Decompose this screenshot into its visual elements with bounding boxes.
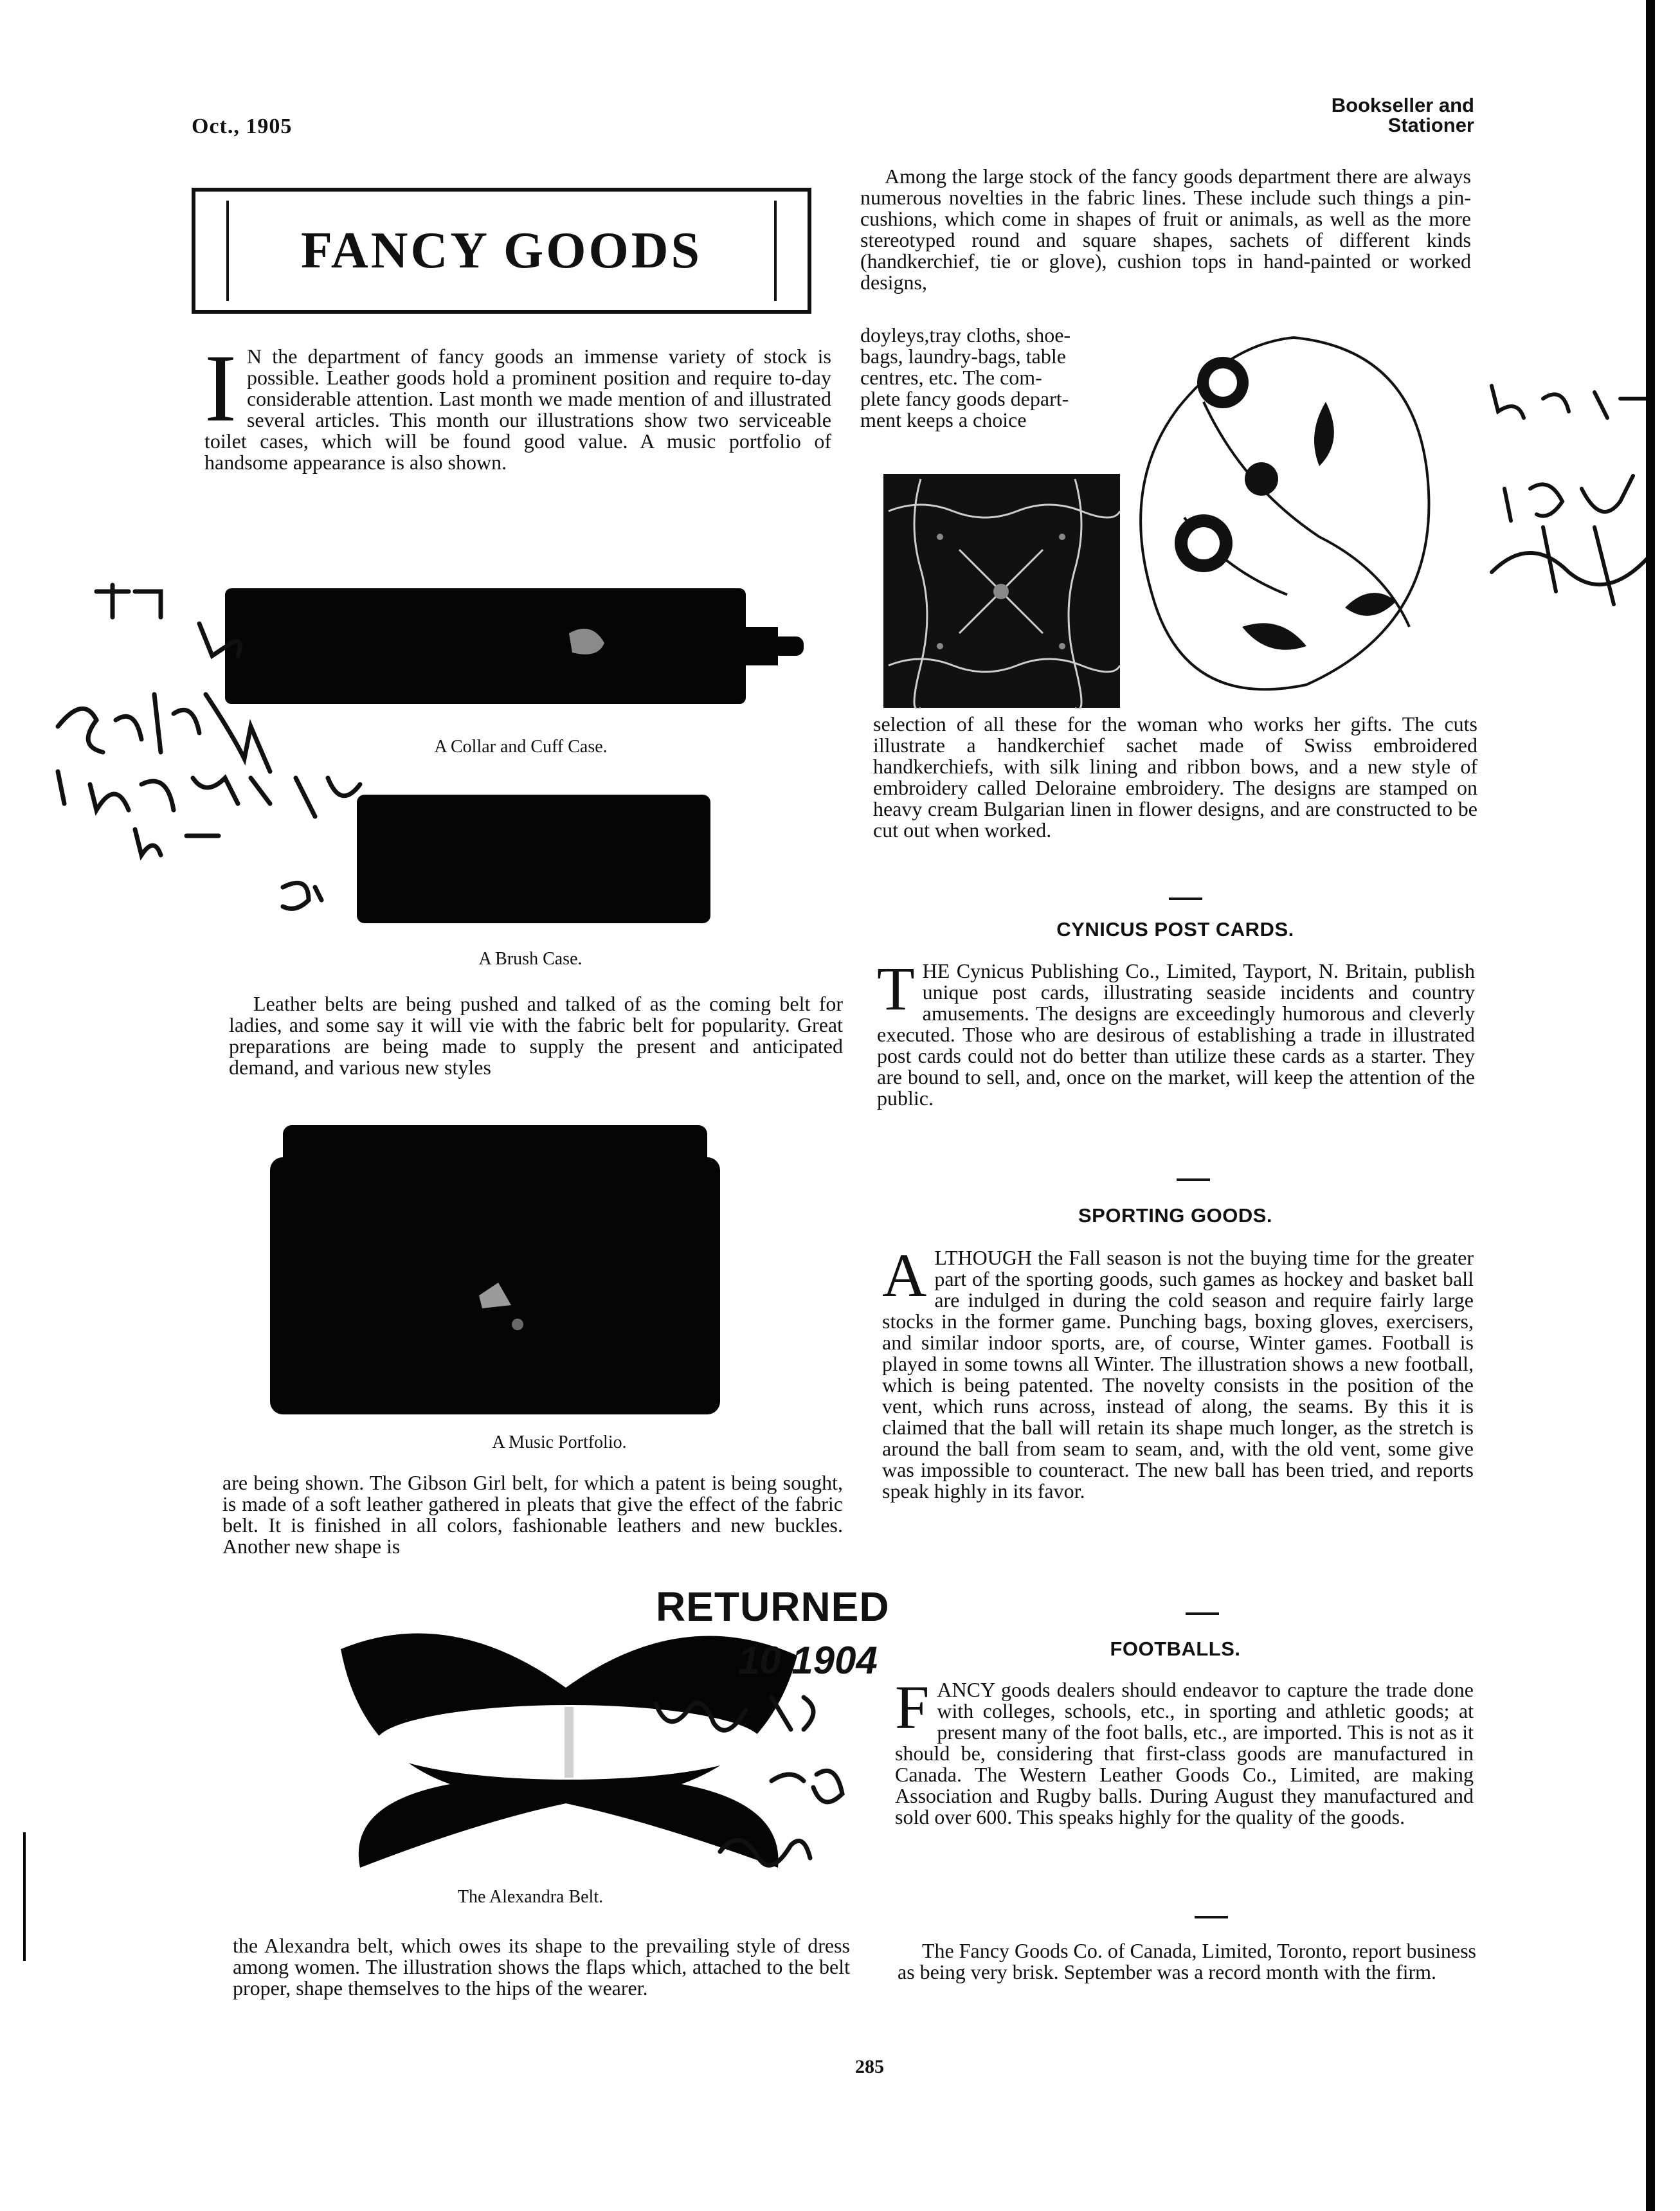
intro-paragraph (204, 335, 831, 474)
intro-dropcap: I (204, 335, 237, 442)
caption-brush-case: A Brush Case. (478, 949, 583, 969)
fabric-paragraph-c (873, 714, 1477, 846)
caption-collar-case: A Collar and Cuff Case. (434, 737, 608, 757)
floral-design-image (1126, 325, 1461, 710)
belts-paragraph-2-text: are being shown. The Gibson Girl belt, for which a patent is being sought, is made of a soft leather gathered in pleats that give the effect of the fabric belt. It is finished in all colors, fashionable leathers and new buckles. Another new shape is (222, 1471, 843, 1558)
fabric-line-2: bags, laundry-bags, table (860, 345, 1066, 368)
caption-music-portfolio: A Music Portfolio. (492, 1432, 627, 1452)
belts-paragraph-3 (233, 1935, 850, 2004)
fabric-paragraph-b (860, 325, 1117, 431)
fabric-paragraph-a (860, 166, 1471, 298)
title-frame (192, 188, 811, 314)
fabric-line-4: plete fancy goods depart- (860, 387, 1069, 410)
issue-date: Oct., 1905 (192, 114, 293, 138)
heading-footballs: FOOTBALLS. (1110, 1638, 1241, 1660)
page-title: FANCY GOODS (226, 201, 777, 301)
page-edge-left-mark (23, 1832, 26, 1961)
belts-paragraph-1 (229, 993, 843, 1083)
belts-paragraph-2 (222, 1472, 843, 1562)
divider-2 (1177, 1178, 1210, 1181)
returned-stamp: RETURNED (656, 1584, 890, 1630)
footballs-text: ANCY goods dealers should endeavor to capture the trade done with colleges, schools, etc., in sporting and athletic goods; at present many of the foot balls, etc., are imported. This is not as it should be, considering that first-class goods are manufactured in Canada. The Western Leather Goods Co., Limited, are making Association and Rugby balls. During August they manufactured and sold over 600. This speaks highly for the quality of the goods. (895, 1678, 1474, 1828)
music-portfolio-image (270, 1119, 720, 1421)
embroidery-swatch-image (882, 473, 1121, 709)
publication-line-1: Bookseller and (1331, 94, 1474, 116)
sporting-dropcap: A (882, 1241, 927, 1310)
belts-paragraph-3-text: the Alexandra belt, which owes its shape to the prevailing style of dress among women. The illustration shows the flaps which, attached to the belt proper, shape themselves to the hips of the wearer. (233, 1934, 850, 1999)
fancy-goods-co-paragraph (898, 1940, 1476, 1988)
handwritten-annotation-margin (39, 566, 373, 926)
cynicus-text: HE Cynicus Publishing Co., Limited, Tayport, N. Britain, publish unique post cards, illustrating seaside incidents and country amusements. The designs are exceedingly humorous and cleverly executed. Those who are desirous of establishing a trade in illustrated post cards could not do better than utilize these cards as a starter. They are bound to sell, and, once on the market, will keep the attention of the public. (877, 959, 1475, 1110)
footballs-paragraph (895, 1673, 1474, 1828)
page-number: 285 (855, 2056, 884, 2077)
divider-1 (1169, 898, 1202, 900)
divider-4 (1195, 1916, 1228, 1918)
sporting-text: LTHOUGH the Fall season is not the buying time for the greater part of the sporting goods, such games as hockey and basket ball are indulged in during the cold season and require fairly large stocks in the former game. Punching bags, boxing gloves, exercisers, and similar indoor sports, are, of course, Winter games. Football is played in some towns all Winter. The illustration shows a new football, which is being patented. The novelty consists in the position of the vent, which runs across, instead of along, the seams. By this it is claimed that the ball will retain its shape much longer, as the stretch is around the ball from seam to seam, and, with the old vent, some give was impossible to counteract. The new ball has been tried, and reports speak highly in its favor. (882, 1246, 1474, 1503)
belts-paragraph-1-text: Leather belts are being pushed and talked of as the coming belt for ladies, and some say it will vie with the fabric belt for popularity. Great preparations are being made to supply the present and anticipated demand, and various new styles (229, 992, 843, 1079)
sporting-paragraph (882, 1241, 1474, 1503)
fabric-line-1: doyleys,tray cloths, shoe- (860, 323, 1071, 347)
fancy-goods-co-text: The Fancy Goods Co. of Canada, Limited, Toronto, report business as being very brisk. September was a record month with the firm. (898, 1939, 1476, 1983)
fabric-line-5: ment keeps a choice (860, 408, 1027, 431)
publication-name (1332, 95, 1474, 135)
divider-3 (1186, 1612, 1219, 1615)
fabric-paragraph-a-text: Among the large stock of the fancy goods department there are always numerous novelties in the fabric lines. These include such things a pin-cushions, which come in shapes of fruit or animals, as well as the more stereotyped round and square shapes, sachets of different kinds (handkerchief, tie or glove), cushion tops in hand-painted or worked designs, (860, 165, 1471, 294)
footballs-dropcap: F (895, 1673, 930, 1742)
caption-alexandra-belt: The Alexandra Belt. (457, 1887, 604, 1907)
returned-stamp-date: 10 1904 (738, 1639, 878, 1682)
fabric-paragraph-c-text: selection of all these for the woman who works her gifts. The cuts illustrate a handkerchief sachet made of Swiss embroidered handkerchiefs, with silk lining and ribbon bows, and a new style of embroidery called Deloraine embroidery. The designs are stamped on heavy cream Bulgarian linen in flower designs, and are constructed to be cut out when worked. (873, 712, 1477, 842)
heading-cynicus: CYNICUS POST CARDS. (1056, 918, 1294, 941)
cynicus-paragraph (877, 954, 1475, 1110)
fabric-line-3: centres, etc. The com- (860, 366, 1042, 389)
intro-text: N the department of fancy goods an immense variety of stock is possible. Leather goods hold a prominent position and require to-day considerable attention. Last month we made mention of and illustrated several articles. This month our illustrations show two serviceable toilet cases, which will be found good value. A music portfolio of handsome appearance is also shown. (204, 345, 831, 474)
publication-line-2: Stationer (1387, 114, 1474, 136)
page-edge-right (1646, 0, 1655, 2211)
brush-case-image (357, 795, 710, 923)
handwritten-annotation-stamp (643, 1684, 862, 1897)
cynicus-dropcap: T (877, 954, 915, 1023)
heading-sporting: SPORTING GOODS. (1078, 1204, 1273, 1227)
